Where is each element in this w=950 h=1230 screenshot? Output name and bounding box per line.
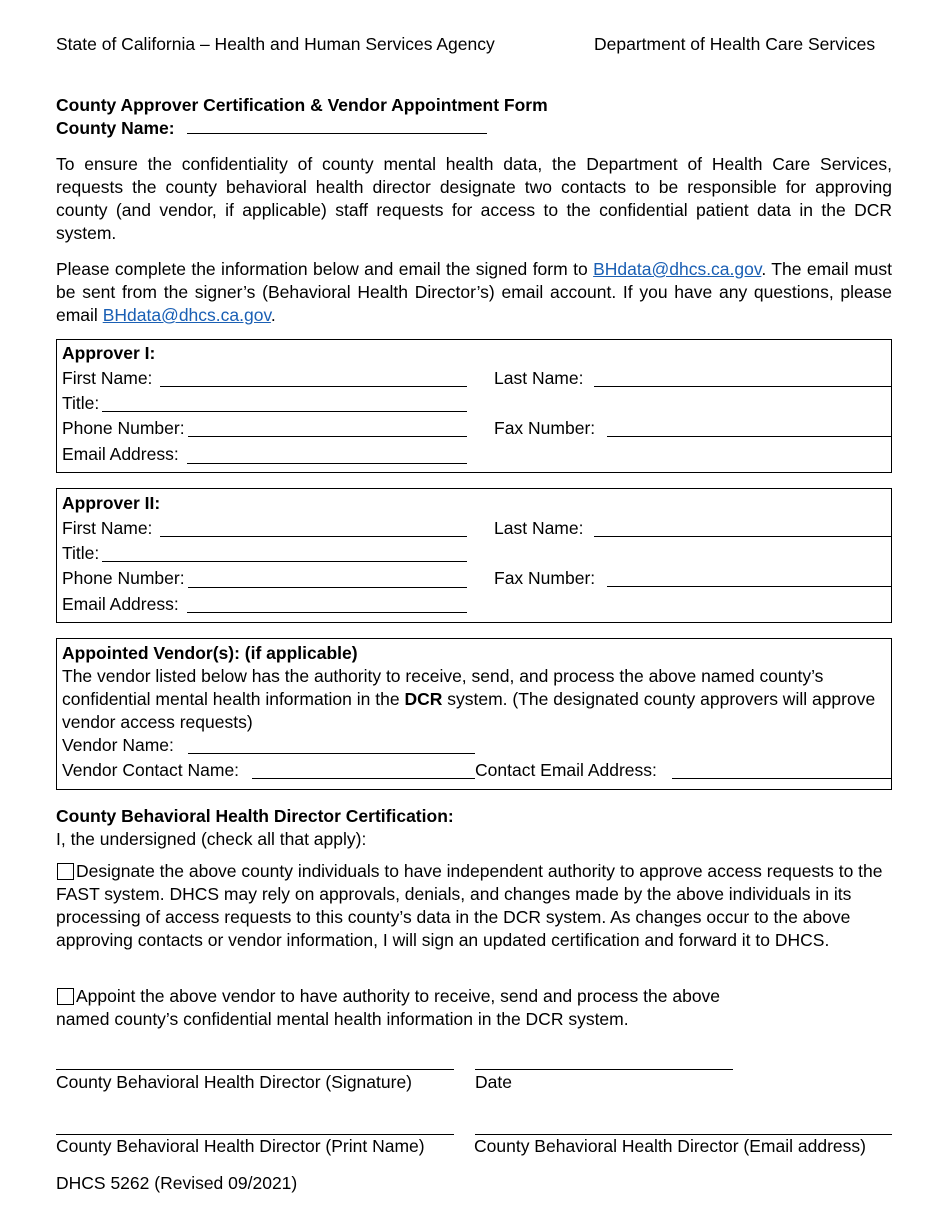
approver-2-first-name-label: First Name:	[62, 518, 153, 538]
appoint-vendor-text-line2: named county’s confidential mental health information in the DCR system.	[56, 1009, 629, 1029]
approver-1-fax-label: Fax Number:	[494, 418, 596, 438]
approver-2-title-field[interactable]	[102, 561, 467, 562]
approver-1-email-field[interactable]	[187, 463, 467, 464]
designate-approvers-text: Designate the above county individuals to have independent authority to approve access requests to the FAST system. DHCS may rely on approvals, denials, and changes made by the above individuals in its processing of access requests to this county’s data in the DCR system. As changes occur to the above approving contacts or vendor information, I will sign an updated certification and forward it to DHCS.	[56, 861, 883, 950]
certification-instruction: I, the undersigned (check all that apply):	[56, 829, 367, 849]
approver-1-last-name-label: Last Name:	[494, 368, 584, 388]
appoint-vendor-text-line1: Appoint the above vendor to have authority to receive, send and process the above	[76, 986, 721, 1006]
date-label: Date	[475, 1072, 512, 1092]
approver-1-last-name-field[interactable]	[594, 386, 892, 387]
vendor-name-field[interactable]	[188, 753, 475, 754]
signature-label: County Behavioral Health Director (Signature)	[56, 1072, 412, 1092]
approver-1-title-field[interactable]	[102, 411, 467, 412]
approver-1-first-name-label: First Name:	[62, 368, 153, 388]
vendor-description: The vendor listed below has the authority to receive, send, and process the above named county’s confidential mental health information in the DCR system. (The designated county approvers will approve vendor access requests)	[62, 666, 876, 732]
approver-2-email-field[interactable]	[187, 612, 467, 613]
approver-1-heading: Approver I:	[62, 343, 156, 363]
county-name-field[interactable]	[187, 133, 487, 134]
approver-2-fax-field[interactable]	[607, 586, 892, 587]
approver-2-fax-label: Fax Number:	[494, 568, 596, 588]
approver-2-title-label: Title:	[62, 543, 100, 563]
approver-1-email-label: Email Address:	[62, 444, 179, 464]
print-name-label: County Behavioral Health Director (Print Name)	[56, 1136, 425, 1156]
approver-1-phone-label: Phone Number:	[62, 418, 185, 438]
approver-1-phone-field[interactable]	[188, 436, 467, 437]
approver-1-section	[56, 339, 892, 473]
vendor-heading: Appointed Vendor(s): (if applicable)	[62, 643, 358, 663]
approver-2-last-name-label: Last Name:	[494, 518, 584, 538]
vendor-contact-name-field[interactable]	[252, 778, 475, 779]
email-link-2[interactable]: BHdata@dhcs.ca.gov	[102, 305, 271, 325]
agency-header: State of California – Health and Human Services Agency	[56, 34, 495, 54]
approver-2-last-name-field[interactable]	[594, 536, 892, 537]
approver-2-phone-label: Phone Number:	[62, 568, 185, 588]
vendor-name-label: Vendor Name:	[62, 735, 174, 755]
form-number: DHCS 5262 (Revised 09/2021)	[56, 1173, 298, 1193]
approver-1-title-label: Title:	[62, 393, 100, 413]
approver-2-heading: Approver II:	[62, 493, 161, 513]
approver-2-section	[56, 488, 892, 623]
signature-field[interactable]	[56, 1069, 454, 1070]
director-email-label: County Behavioral Health Director (Email address)	[474, 1136, 866, 1156]
approver-2-email-label: Email Address:	[62, 594, 179, 614]
county-name-label: County Name:	[56, 118, 175, 138]
vendor-contact-email-field[interactable]	[672, 778, 892, 779]
vendor-contact-name-label: Vendor Contact Name:	[62, 760, 240, 780]
appoint-vendor-checkbox[interactable]	[57, 988, 74, 1005]
vendor-contact-email-label: Contact Email Address:	[475, 760, 657, 780]
certification-heading: County Behavioral Health Director Certification:	[56, 806, 454, 826]
approver-2-phone-field[interactable]	[188, 587, 467, 588]
form-title: County Approver Certification & Vendor Appointment Form	[56, 95, 548, 115]
approver-1-fax-field[interactable]	[607, 436, 892, 437]
instructions-paragraph: Please complete the information below and email the signed form to BHdata@dhcs.ca.gov. The email must be sent from the signer’s (Behavioral Health Director’s) email account. If you have any questions, please email BHdata@dhcs.ca.gov.	[56, 259, 892, 325]
intro-paragraph: To ensure the confidentiality of county mental health data, the Department of Health Care Services, requests the county behavioral health director designate two contacts to be responsible for approving county (and vendor, if applicable) staff requests for access to the confidential patient data in the DCR system.	[56, 154, 892, 243]
approver-2-first-name-field[interactable]	[160, 536, 467, 537]
approver-1-first-name-field[interactable]	[160, 386, 467, 387]
department-header: Department of Health Care Services	[594, 34, 876, 54]
email-link[interactable]: BHdata@dhcs.ca.gov	[593, 259, 762, 279]
date-field[interactable]	[475, 1069, 733, 1070]
